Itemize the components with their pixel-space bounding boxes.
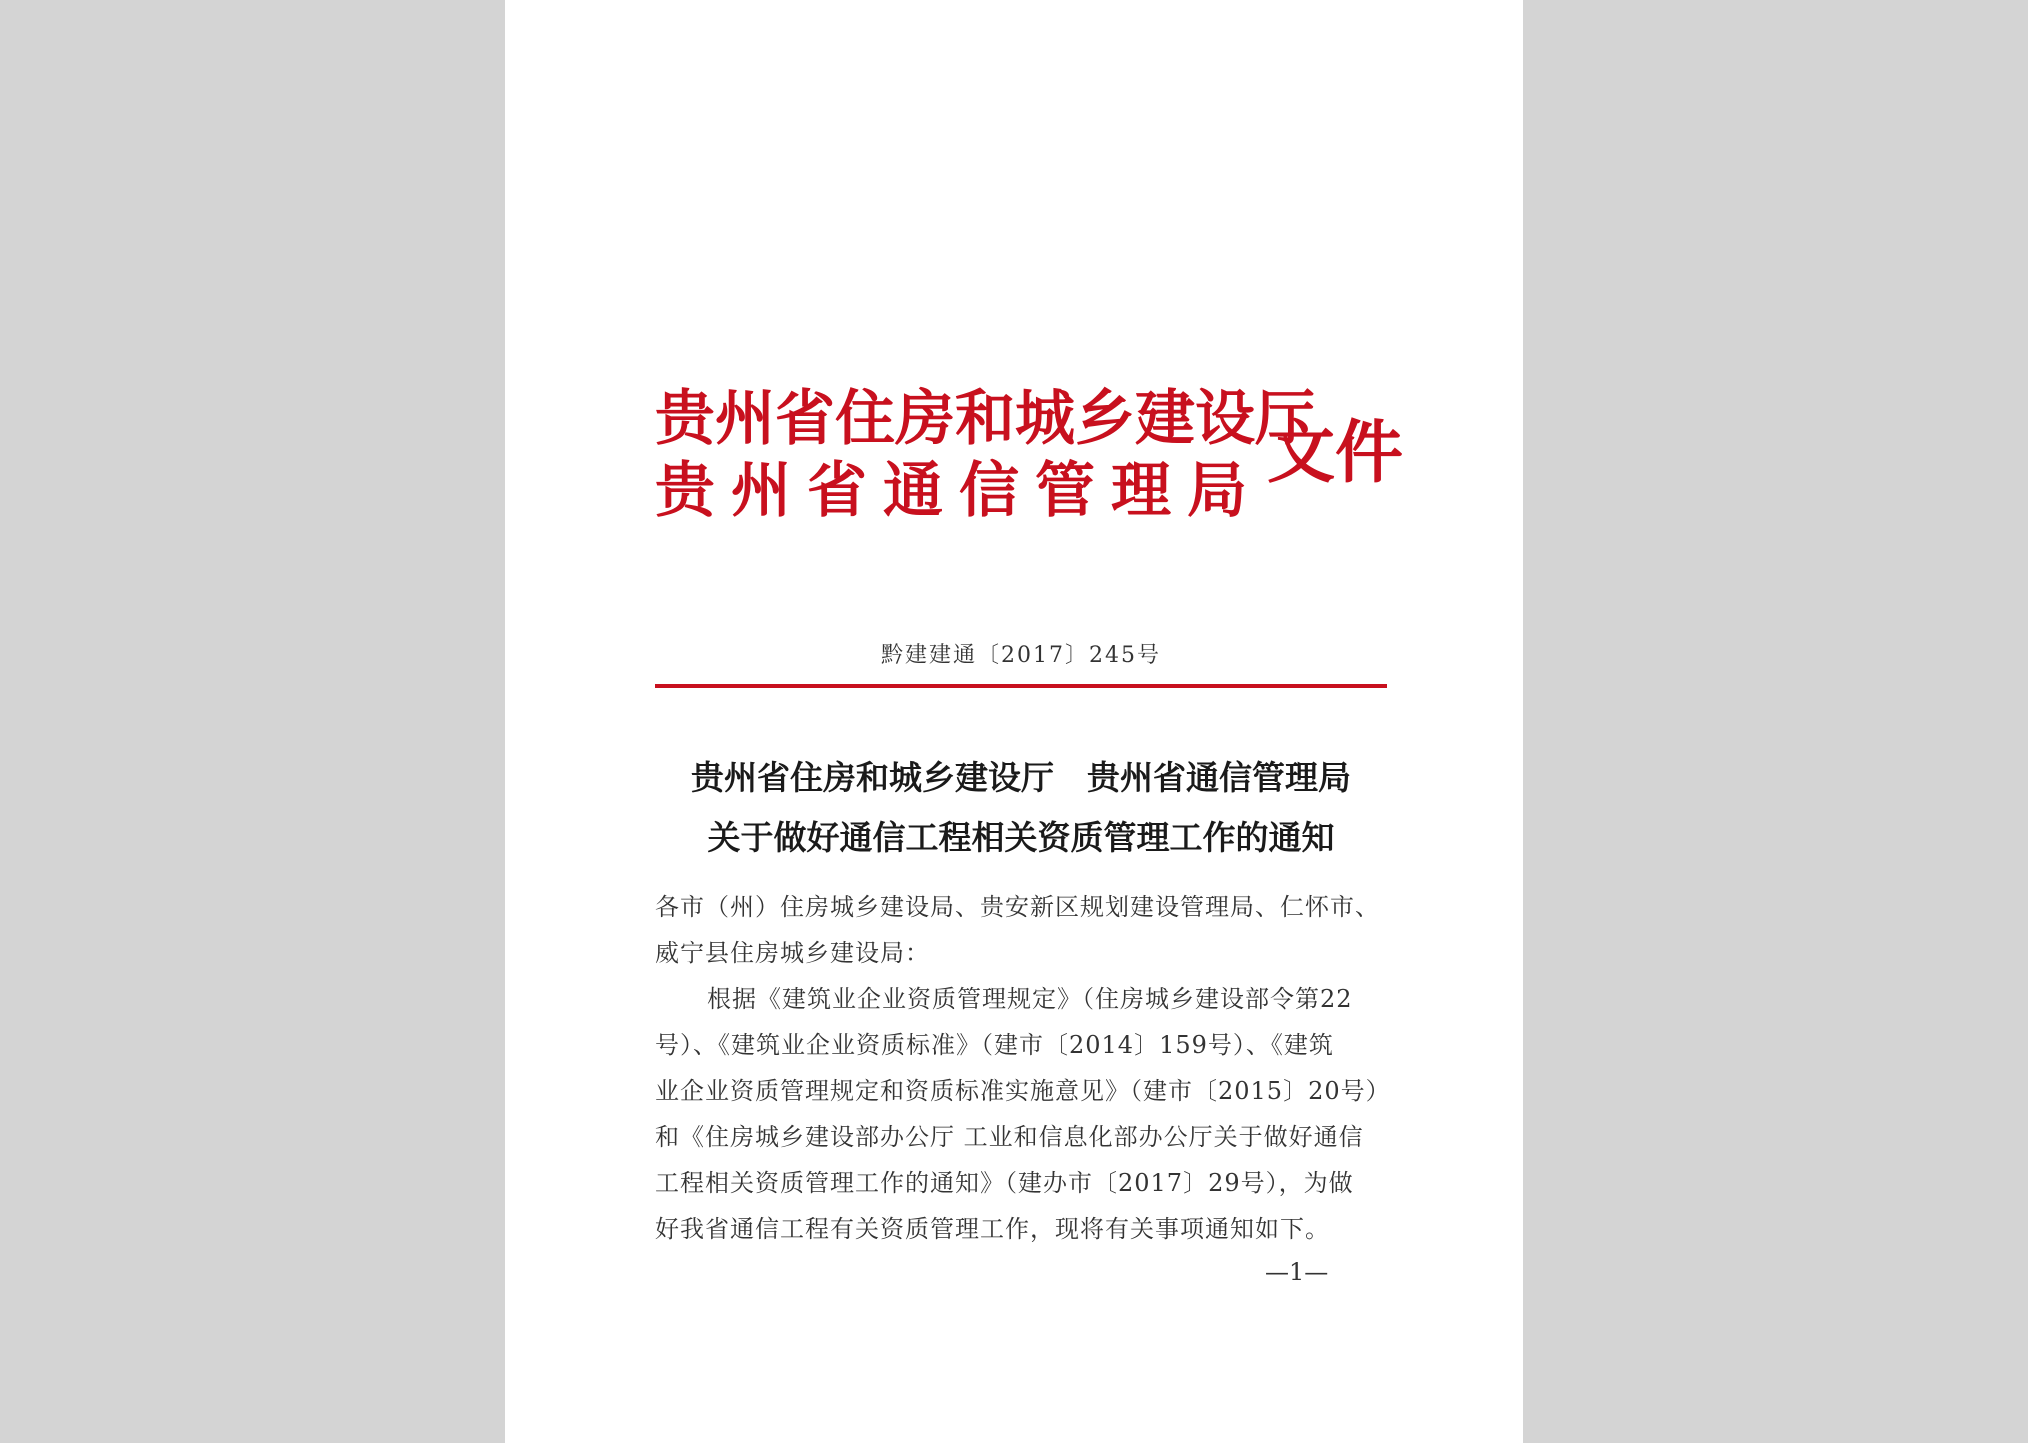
body-line: 各市（州）住房城乡建设局、贵安新区规划建设管理局、仁怀市、 [655, 893, 1380, 921]
issuing-authority-header [655, 384, 1415, 534]
body-line: 威宁县住房城乡建设局： [655, 939, 930, 967]
page-number: —1— [1265, 1258, 1329, 1286]
header-document-suffix: 文件 [1267, 414, 1404, 493]
body-line: 根据《建筑业企业资质管理规定》（住房城乡建设部令第22 [707, 985, 1353, 1013]
header-authority-1: 贵州省住房和城乡建设厅 [655, 384, 1315, 454]
document-page [505, 0, 1523, 1443]
document-title [655, 748, 1387, 868]
title-line-2: 关于做好通信工程相关资质管理工作的通知 [707, 818, 1335, 857]
body-line: 和《住房城乡建设部办公厅 工业和信息化部办公厅关于做好通信 [655, 1123, 1364, 1151]
body-line: 工程相关资质管理工作的通知》（建办市〔2017〕29号），为做 [655, 1169, 1354, 1197]
red-divider-line [655, 684, 1387, 688]
body-line: 业企业资质管理规定和资质标准实施意见》（建市〔2015〕20号） [655, 1077, 1391, 1105]
body-line: 号）、《建筑业企业资质标准》（建市〔2014〕159号）、《建筑 [655, 1031, 1334, 1059]
title-line-1: 贵州省住房和城乡建设厅 贵州省通信管理局 [691, 758, 1351, 797]
header-authority-2: 贵州省通信管理局 [655, 456, 1263, 526]
document-body [655, 884, 1395, 1252]
document-number: 黔建建通〔2017〕245号 [881, 643, 1161, 668]
body-line: 好我省通信工程有关资质管理工作，现将有关事项通知如下。 [655, 1215, 1330, 1243]
